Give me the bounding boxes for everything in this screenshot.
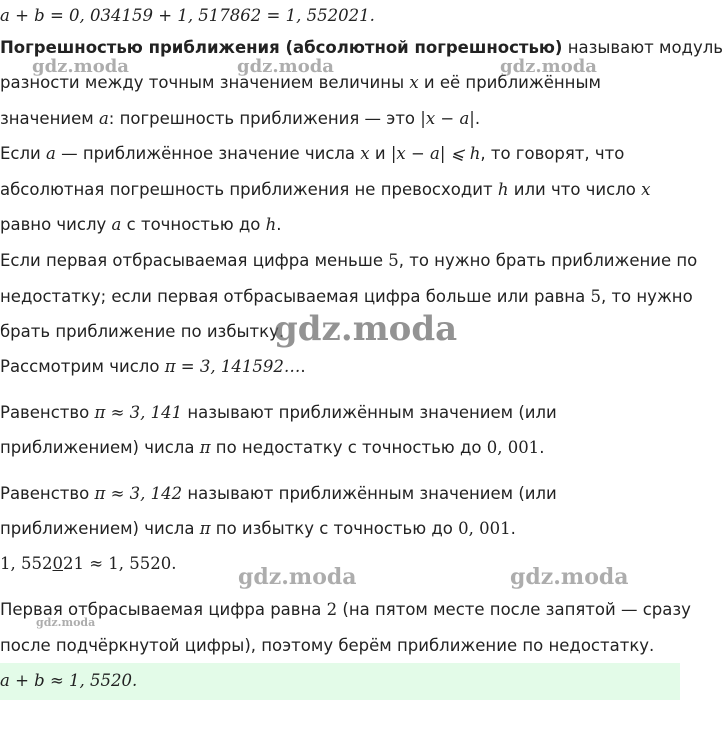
pi-lower-line-1: Равенство π ≈ 3, 141 называют приближённым значением (или: [0, 403, 557, 422]
watermark: gdz.moda: [510, 564, 629, 590]
rounding-rule-line-3: брать приближение по избытку.: [0, 322, 285, 341]
rounding-rule-line-1: Если первая отбрасываемая цифра меньше 5, то нужно брать приближение по: [0, 251, 698, 270]
watermark: gdz.moda: [500, 56, 597, 77]
definition-line-3: значением a: погрешность приближения — это |x − a|.: [0, 109, 481, 128]
answer-box: [0, 663, 680, 700]
error-bound-line-2: абсолютная погрешность приближения не превосходит h или что число x: [0, 180, 651, 199]
rounding-equation: 1, 552021 ≈ 1, 5520.: [0, 554, 177, 573]
underlined-digit: 0: [52, 554, 63, 573]
answer-line: a + b ≈ 1, 5520.: [0, 671, 138, 690]
watermark: gdz.moda: [32, 56, 129, 77]
rounding-rule-line-2: недостатку; если первая отбрасываемая цифра больше или равна 5, то нужно: [0, 287, 693, 306]
error-bound-line-1: Если a — приближённое значение числа x и |x − a| ⩽ h, то говорят, что: [0, 144, 625, 163]
equation-sum: a + b = 0, 034159 + 1, 517862 = 1, 552021.: [0, 6, 375, 25]
explanation-line-1: Первая отбрасываемая цифра равна 2 (на пятом месте после запятой — сразу: [0, 600, 691, 619]
explanation-line-2: после подчёркнутой цифры), поэтому берём приближение по недостатку.: [0, 636, 655, 655]
definition-line-2: разности между точным значением величины x и её приближённым: [0, 73, 601, 92]
pi-upper-line-1: Равенство π ≈ 3, 142 называют приближённым значением (или: [0, 484, 557, 503]
watermark: gdz.moda: [274, 309, 458, 349]
watermark: gdz.moda: [238, 564, 357, 590]
error-bound-line-3: равно числу a с точностью до h.: [0, 215, 282, 234]
pi-example-line: Рассмотрим число π = 3, 141592….: [0, 357, 306, 376]
watermark: gdz.moda: [237, 56, 334, 77]
watermark: gdz.moda: [36, 616, 96, 629]
definition-term: Погрешностью приближения (абсолютной погрешностью): [0, 38, 563, 57]
definition-line-1: Погрешностью приближения (абсолютной погрешностью) называют модуль: [0, 38, 723, 57]
pi-lower-line-2: приближением) числа π по недостатку с точностью до 0, 001.: [0, 438, 545, 457]
pi-upper-line-2: приближением) числа π по избытку с точностью до 0, 001.: [0, 519, 516, 538]
